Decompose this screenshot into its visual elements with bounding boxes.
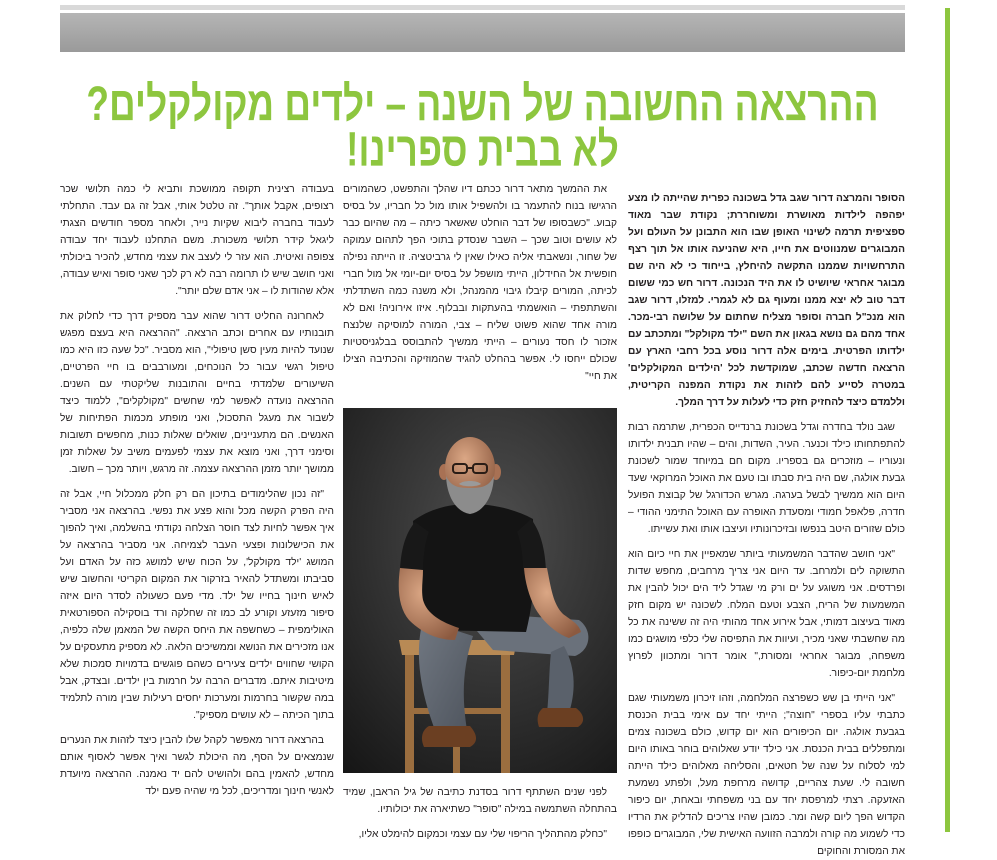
article-paragraph: את ההמשך מתאר דרור ככתם דיו שהלך והתפשט, כשהמורים הרגישו בנוח להתעמר בו ולהשפיל אותו מול כל חבריו, על בסיס קבוע. "כשבסופו של דבר הוחלט שאשאר כיתה – מה שהיום כבר לא עושים וטוב שכך – השבר שנסדק בתוכי הפך לתהום עמוקה של שחור, ונשאבתי אליה כאילו שאין לי גרביטציה. זו הייתה נפילה חופשית אל החידלון, הייתי מושפל על בסיס יום-יומי אל מול חברי לכיתה, המורים קיבלו גיבוי מהמנהל, ולא משנה כמה השתדלתי והשתתפתי – הואשמתי בהעתקות ובבלוף. איזו אירוניה! ואם לא מורה אחד שהוא פשוט שליח – צבי, המורה למוסיקה שלנצח אזכור לו חסד נעורים – הייתי ממשיך להתבוסס בבלגניסטיות שכולם ייחסו לי. אפשר בהחלט להגיד שהמוזיקה והכתיבה הצילו את חיי"	[343, 184, 617, 382]
article-lead: הסופר והמרצה דרור שגב גדל בשכונה כפרית שהייתה לו מצע יפהפה לילדות מאושרת ומשוחררת; נקודת שבר מאוד ספציפית תרמה לשינוי האופן שבו הוא התבונן על העולם ועל המבוגרים שמנווטים את חייו, היא שהניעה אותו אל תוך רצף התרחשויות שממנו התקשה להיחלץ, בייחוד כי לא היה שם מבוגר אחראי שיושיט לו את היד הנכונה. דרור חש כמי ששום דבר טוב לא יצא ממנו ומעוף גם לא לגמרי. למזלו, דרור שגב הוא מנכ"ל חברה וסופר מצליח שחתום על שלושה רבי-מכר. אחד מהם גם נושא בגאון את השם "ילד מקולקל" ומתכתב עם ילדותו הפרטית. בימים אלה דרור נוסע בכל רחבי הארץ עם הרצאה חדשה שכתב, שמוקדשת לכל 'הילדים המקולקלים' במטרה לסייע להם לזהות את נקודת המפנה הקריטית, וללמדם כיצד להחזיק חזק כדי לעלות על דרך המלך.	[628, 193, 905, 408]
article-paragraph: לפני שנים השתתף דרור בסדנת כתיבה של גיל הראבן, שמיד בהתחלה השתמשה במילה "סופר" כשתיארה את יכולותיו.	[343, 787, 617, 815]
article-paragraph: בהרצאה דרור מאפשר לקהל שלו להבין כיצד לזהות את הנערים שנמצאים על הסף, מה היכולת לגשר ואיך אפשר לאסוף אותם מחדש, להאמין בהם ולהושיט להם יד נאמנה. ההרצאה מיועדת לאנשי חינוך ומדריכים, לכל מי שהיה פעם ילד	[60, 735, 334, 797]
author-photo	[343, 408, 617, 773]
headline-line-1: ההרצאה החשובה של השנה – ילדים מקולקלים?	[86, 77, 879, 131]
article-column-middle-top	[343, 181, 617, 405]
article-paragraph: לאחרונה החליט דרור שהוא עבר מספיק דרך כדי לחלוק את תובנותיו עם אחרים וכתב הרצאה. "ההרצאה היא בעצם מפגש שנועד להיות מעין סשן טיפולי", הוא מסביר. "כל שעה כזו היא כמו טיפול רגשי עבור כל הנוכחים, ומעורבבים בו חיי הפרטיים, השיעורים שלמדתי בחיים והתובנות שליקטתי עם השנים. ההרצאה נועדה לאפשר למי שחשים "מקולקלים", ללמוד כיצד לשבור את מעגל התסכול, ואני מופתע מכמות הפתיחות של האנשים. הם מתעניינים, שואלים שאלות כנות, מחפשים תשובות וסימני דרך, ואני מוצא את עצמי לפעמים משיב על שאלות זמן ממושך יותר מזמן ההרצאה עצמה. זה מרגש, ויותר מכך – חשוב.	[60, 311, 334, 475]
headline-line-2: לא בבית ספרינו!	[346, 123, 619, 177]
article-column-right	[628, 190, 905, 857]
accent-rule	[945, 8, 950, 832]
top-banner	[60, 5, 905, 52]
article-paragraph: "זה נכון שהלימודים בתיכון הם רק חלק ממכלול חיי, אבל זה היה הפרק הקשה מכל והוא פצע את נפשי. בהרצאה אני מסביר איך אפשר לחיות לצד חוסר הצלחה נקודתי בהשלמה, ואיך להפוך את הכישלונות ופצעי העבר לצמיחה. אני מסביר בהרצאה על המושג 'ילד מקולקל', על הכוח שיש למושג כזה על האדם ועל סביבתו ומשתדל להאיר בזרקור את המקום הקריטי והחשוב שיש לאיש חינוך בחייו של ילד. מדי פעם כשעולה לסדר היום איזה סיפור מזעזע וקורע לב כמו זה שחלקה ורד בוסקילה הספורטאית האולימפית – כשחשפה את היחס הקשה של המאמן שלה כלפיה, אנו מזכירים את הנושא וממשיכים הלאה. לא מספיק מתעסקים על הקושי שחווים ילדים צעירים כשהם פוגשים בדמויות סמכות שלא מיטיבות איתם. מדברים הרבה על חרמות בין ילדים. ובצדק, אבל במה שקשור בחרמות ומערכות יחסים רעילות שבין מורה לתלמיד בתוך הכיתה – לא עושים מספיק".	[60, 489, 334, 721]
headline	[60, 77, 905, 177]
black-tshirt	[413, 504, 535, 632]
article-paragraph: "אני הייתי בן שש כשפרצה המלחמה, וזהו זיכרון משמעותי שגם כתבתי עליו בספרי "חוצה"; הייתי יחד עם אימי בבית הכנסת בגבעת אולגה. יום הכיפורים הוא יום קדוש, כולם בשכונה צמים ומתפללים בבית הכנסת. אני כילד יודע שאלוהים בוחר באותו היום למי לסלוח על שנה של חטאים, והסליחה מאלוהים כילד הייתה חשובה לי. שעת צהריים, קדושה מרחפת מעל, ולפתע נשמעת האזעקה. רצתי למרפסת יחד עם בני משפחתי ובאחת, יום כיפור הקדוש הפך ליום קשה ומר. כמובן שהיו צריכים להדליק את הרדיו כדי לשמוע מה קורה ולמרבה הזוועה האישית שלי, המבוגרים כופפו את המסורת והחוקים	[628, 693, 905, 857]
author-photo-graphic	[343, 408, 617, 773]
article-column-left	[60, 181, 334, 832]
article-paragraph: "כחלק מהתהליך הריפוי שלי עם עצמי וכמקום להימלט אליו,	[358, 829, 607, 840]
article-paragraph: בעבודה רצינית תקופה ממושכת ותביא לי כמה תלושי שכר רצופים, אקבל אותך". זה טלטל אותי, אבל זה גם עבד. התחלתי לעבוד בחברה ליבוא שקיות נייר, ולאחר מספר חודשים הצגתי ליגאל קידר תלושי משכורת. משם התחלנו לעבוד יחד עבודה צפופה ואיטית. הוא עזר לי לעצב את עצמי מחדש, להכיר ביכולתי ואני חושב שיש לו תרומה רבה לא רק לכך שאני סופר ואיש עבודה, אלא שהודות לו – אני אדם שלם יותר".	[60, 184, 334, 297]
headline-row-1	[60, 77, 905, 131]
article-paragraph: "אני חושב שהדבר המשמעותי ביותר שמאפיין את חיי כיום הוא התשוקה לים ולמרחב. עד היום אני צריך מרחבים, מחפש שדות ופרדסים. אני משוגע על ים ורק מי שגדל ליד הים יכול להבין את המשמעות של הריח, הצבע וטעם המלח. לשכונה יש מקום חזק מאוד בעיצוב דמותי, אבל אירוע אחד מהותי היה זה ששינה את כל מה שחשבתי שאני מכיר, ועיוות את התפיסה שלי כלפי מושגים כמו משפחה, מבוגר אחראי ומסורת," אומר דרור ומתכוון לפרוץ מלחמת יום-כיפור.	[628, 549, 905, 679]
article-column-middle-bottom	[343, 784, 617, 840]
article-paragraph: שגב נולד בחדרה וגדל בשכונת ברנדייס הכפרית, שתרמה רבות להתפתחותו כילד וכנער. העיר, השדות, והים – שהיו תבנית ילדותו ונעוריו – מוזכרים גם בספריו. מקום חם במיוחד שמור לשכונת גבעת אולגה, שם היה בית סבתו ובו טעם את האוכל המרוקאי שעד היום הוא ממשיך לבשל בערגה. מגרש הכדורגל של קבוצת הפועל חדרה, פלאפל חמודי ומסעדת האופרה עם האוכל התימני ההודי – כולם שזורים היטב בנפשו ובזיכרונותיו ועיצבו אותו ואת עשייתו.	[628, 422, 905, 535]
headline-row-2	[60, 123, 905, 177]
